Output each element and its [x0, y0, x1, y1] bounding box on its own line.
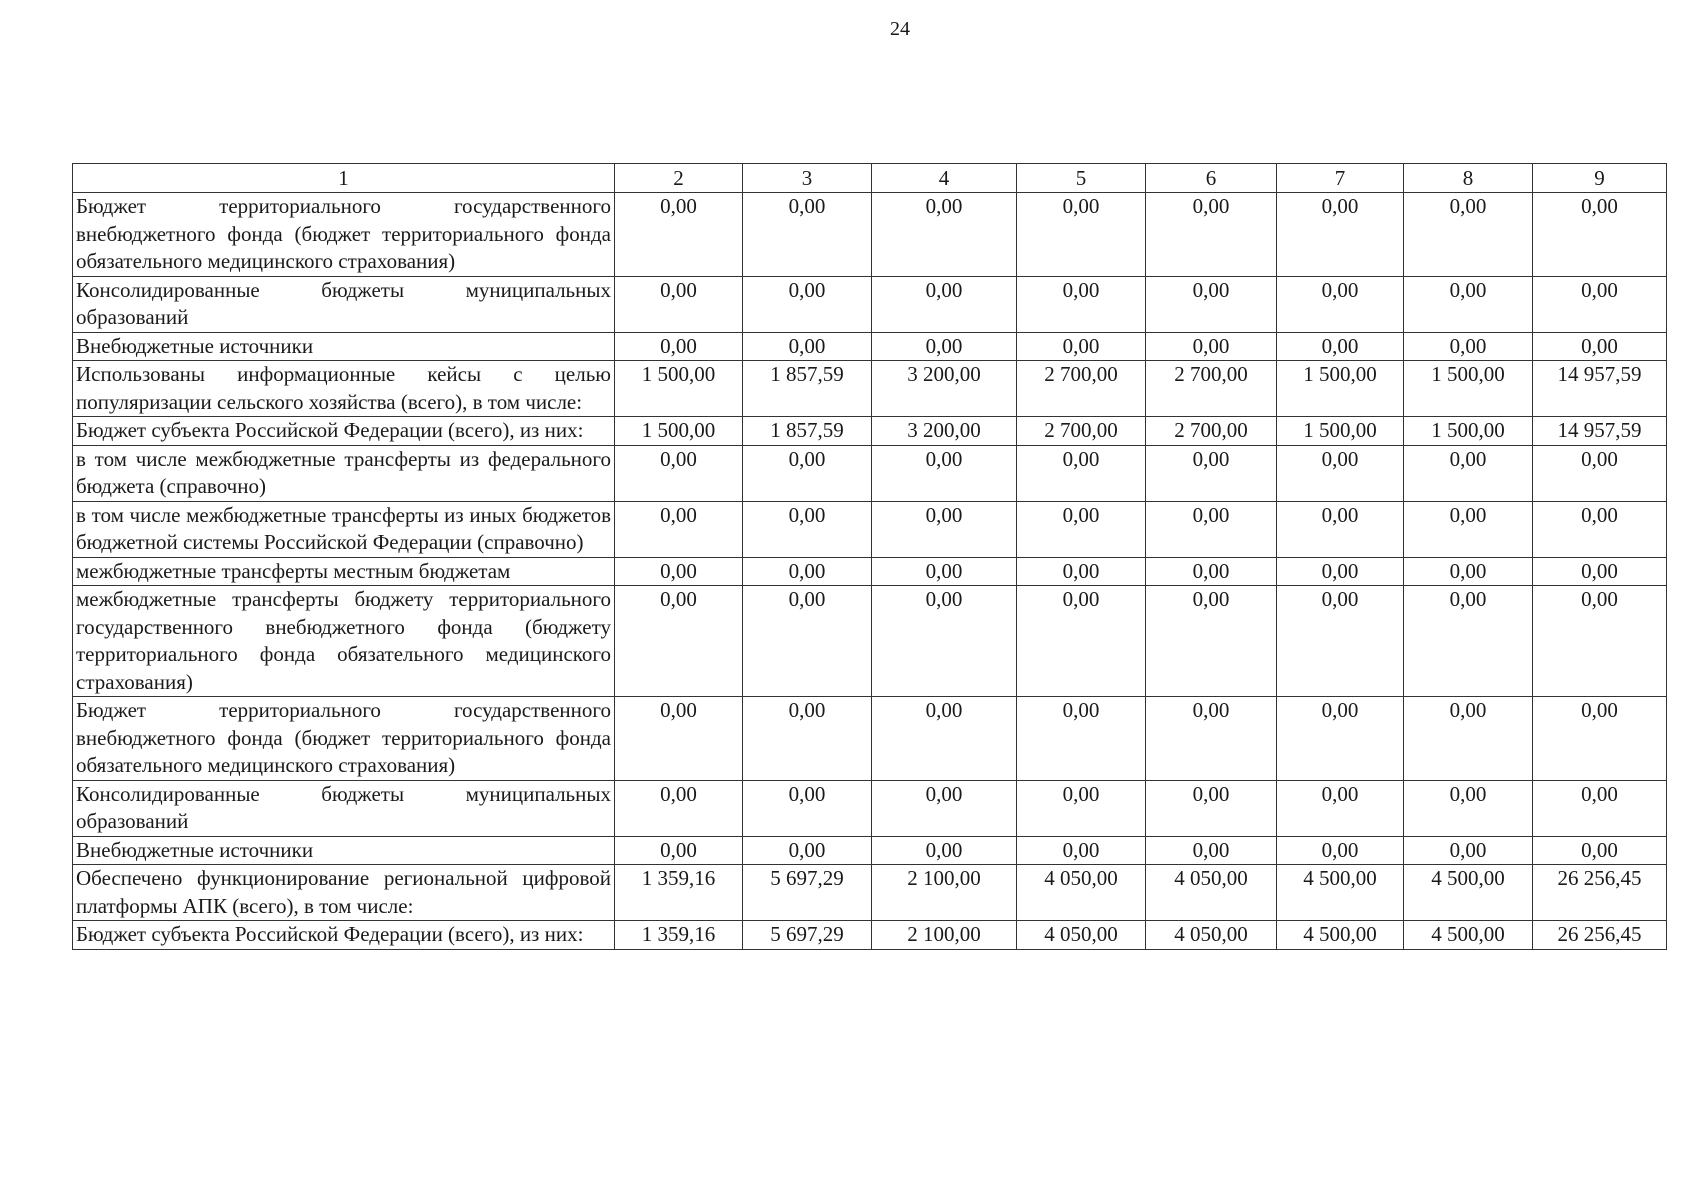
- value-cell: 0,00: [743, 332, 872, 361]
- value-cell: 0,00: [1404, 501, 1533, 557]
- value-cell: 1 359,16: [615, 865, 743, 921]
- value-cell: 0,00: [1017, 193, 1146, 277]
- value-cell: 0,00: [1017, 332, 1146, 361]
- value-cell: 0,00: [1146, 586, 1277, 697]
- value-cell: 0,00: [872, 445, 1017, 501]
- table-row: [73, 780, 1667, 836]
- value-cell: 0,00: [1277, 697, 1404, 781]
- value-cell: 2 700,00: [1017, 417, 1146, 446]
- value-cell: 0,00: [872, 193, 1017, 277]
- value-cell: 0,00: [1404, 697, 1533, 781]
- value-cell: 0,00: [743, 557, 872, 586]
- column-header: 7: [1277, 164, 1404, 193]
- row-label: Бюджет территориального государственного внебюджетного фонда (бюджет территориального фонда обязательного медицинского страхования): [73, 193, 615, 277]
- value-cell: 0,00: [1533, 697, 1667, 781]
- value-cell: 0,00: [615, 193, 743, 277]
- value-cell: 4 050,00: [1146, 921, 1277, 950]
- value-cell: 2 100,00: [872, 865, 1017, 921]
- value-cell: 0,00: [1146, 836, 1277, 865]
- value-cell: 0,00: [1146, 501, 1277, 557]
- value-cell: 0,00: [1277, 836, 1404, 865]
- value-cell: 0,00: [1404, 780, 1533, 836]
- value-cell: 0,00: [1404, 445, 1533, 501]
- value-cell: 0,00: [1277, 445, 1404, 501]
- value-cell: 0,00: [615, 501, 743, 557]
- value-cell: 0,00: [1277, 586, 1404, 697]
- value-cell: 0,00: [615, 586, 743, 697]
- value-cell: 0,00: [615, 445, 743, 501]
- value-cell: 0,00: [1277, 332, 1404, 361]
- value-cell: 0,00: [1017, 836, 1146, 865]
- value-cell: 0,00: [743, 193, 872, 277]
- value-cell: 0,00: [1533, 193, 1667, 277]
- value-cell: 1 500,00: [1277, 417, 1404, 446]
- value-cell: 0,00: [743, 780, 872, 836]
- value-cell: 26 256,45: [1533, 921, 1667, 950]
- value-cell: 1 500,00: [1404, 417, 1533, 446]
- value-cell: 0,00: [872, 586, 1017, 697]
- value-cell: 0,00: [872, 332, 1017, 361]
- value-cell: 0,00: [1404, 557, 1533, 586]
- table-row: [73, 921, 1667, 950]
- table-header-row: [73, 164, 1667, 193]
- value-cell: 2 700,00: [1146, 417, 1277, 446]
- value-cell: 2 100,00: [872, 921, 1017, 950]
- value-cell: 1 500,00: [1277, 361, 1404, 417]
- value-cell: 26 256,45: [1533, 865, 1667, 921]
- row-label: Внебюджетные источники: [73, 332, 615, 361]
- row-label: в том числе межбюджетные трансферты из иных бюджетов бюджетной системы Российской Федерации (справочно): [73, 501, 615, 557]
- row-label: межбюджетные трансферты местным бюджетам: [73, 557, 615, 586]
- value-cell: 0,00: [615, 697, 743, 781]
- value-cell: 3 200,00: [872, 417, 1017, 446]
- value-cell: 0,00: [1533, 332, 1667, 361]
- value-cell: 0,00: [1146, 780, 1277, 836]
- table-row: [73, 445, 1667, 501]
- column-header: 6: [1146, 164, 1277, 193]
- value-cell: 0,00: [1017, 697, 1146, 781]
- value-cell: 0,00: [1277, 557, 1404, 586]
- column-header: 5: [1017, 164, 1146, 193]
- value-cell: 4 500,00: [1404, 921, 1533, 950]
- value-cell: 0,00: [1017, 501, 1146, 557]
- value-cell: 0,00: [1533, 445, 1667, 501]
- table-row: [73, 557, 1667, 586]
- value-cell: 0,00: [1277, 276, 1404, 332]
- value-cell: 1 359,16: [615, 921, 743, 950]
- row-label: Бюджет субъекта Российской Федерации (всего), из них:: [73, 921, 615, 950]
- value-cell: 0,00: [743, 586, 872, 697]
- table-row: [73, 865, 1667, 921]
- value-cell: 14 957,59: [1533, 417, 1667, 446]
- value-cell: 4 500,00: [1277, 921, 1404, 950]
- value-cell: 0,00: [743, 445, 872, 501]
- table-body: [73, 193, 1667, 950]
- row-label: Бюджет территориального государственного внебюджетного фонда (бюджет территориального фонда обязательного медицинского страхования): [73, 697, 615, 781]
- value-cell: 0,00: [615, 836, 743, 865]
- value-cell: 0,00: [872, 557, 1017, 586]
- table-row: [73, 276, 1667, 332]
- value-cell: 0,00: [872, 780, 1017, 836]
- column-header: 9: [1533, 164, 1667, 193]
- value-cell: 0,00: [615, 780, 743, 836]
- value-cell: 0,00: [1017, 276, 1146, 332]
- value-cell: 1 500,00: [615, 361, 743, 417]
- table-row: [73, 361, 1667, 417]
- value-cell: 0,00: [743, 276, 872, 332]
- table-row: [73, 836, 1667, 865]
- value-cell: 0,00: [1533, 501, 1667, 557]
- value-cell: 0,00: [1533, 586, 1667, 697]
- value-cell: 0,00: [1533, 836, 1667, 865]
- value-cell: 0,00: [743, 836, 872, 865]
- value-cell: 0,00: [872, 697, 1017, 781]
- value-cell: 0,00: [872, 836, 1017, 865]
- value-cell: 0,00: [1404, 276, 1533, 332]
- table-row: [73, 586, 1667, 697]
- row-label: Использованы информационные кейсы с целью популяризации сельского хозяйства (всего), в том числе:: [73, 361, 615, 417]
- value-cell: 0,00: [1146, 557, 1277, 586]
- column-header: 4: [872, 164, 1017, 193]
- value-cell: 0,00: [1277, 780, 1404, 836]
- value-cell: 0,00: [615, 332, 743, 361]
- row-label: Консолидированные бюджеты муниципальных образований: [73, 780, 615, 836]
- value-cell: 0,00: [1146, 193, 1277, 277]
- value-cell: 5 697,29: [743, 921, 872, 950]
- value-cell: 0,00: [1146, 276, 1277, 332]
- column-header: 1: [73, 164, 615, 193]
- table-row: [73, 501, 1667, 557]
- row-label: межбюджетные трансферты бюджету территориального государственного внебюджетного фонда (бюджету территориального фонда обязательного медицинского страхования): [73, 586, 615, 697]
- row-label: в том числе межбюджетные трансферты из федерального бюджета (справочно): [73, 445, 615, 501]
- value-cell: 4 050,00: [1017, 921, 1146, 950]
- value-cell: 0,00: [1404, 836, 1533, 865]
- value-cell: 1 500,00: [615, 417, 743, 446]
- column-header: 2: [615, 164, 743, 193]
- row-label: Консолидированные бюджеты муниципальных образований: [73, 276, 615, 332]
- budget-table: [72, 163, 1667, 950]
- value-cell: 1 500,00: [1404, 361, 1533, 417]
- value-cell: 2 700,00: [1146, 361, 1277, 417]
- value-cell: 0,00: [1146, 697, 1277, 781]
- value-cell: 0,00: [1277, 501, 1404, 557]
- column-header: 8: [1404, 164, 1533, 193]
- table-row: [73, 332, 1667, 361]
- value-cell: 0,00: [1404, 586, 1533, 697]
- value-cell: 0,00: [743, 501, 872, 557]
- page-number: 24: [890, 18, 910, 40]
- value-cell: 14 957,59: [1533, 361, 1667, 417]
- value-cell: 0,00: [1533, 276, 1667, 332]
- value-cell: 0,00: [615, 557, 743, 586]
- value-cell: 2 700,00: [1017, 361, 1146, 417]
- row-label: Обеспечено функционирование региональной цифровой платформы АПК (всего), в том числе:: [73, 865, 615, 921]
- value-cell: 3 200,00: [872, 361, 1017, 417]
- value-cell: 1 857,59: [743, 361, 872, 417]
- value-cell: 0,00: [1277, 193, 1404, 277]
- value-cell: 0,00: [1017, 780, 1146, 836]
- value-cell: 0,00: [1146, 332, 1277, 361]
- column-header: 3: [743, 164, 872, 193]
- value-cell: 0,00: [872, 501, 1017, 557]
- row-label: Внебюджетные источники: [73, 836, 615, 865]
- value-cell: 0,00: [743, 697, 872, 781]
- table-row: [73, 193, 1667, 277]
- value-cell: 0,00: [1017, 586, 1146, 697]
- value-cell: 4 500,00: [1404, 865, 1533, 921]
- table-row: [73, 417, 1667, 446]
- value-cell: 0,00: [1017, 445, 1146, 501]
- value-cell: 5 697,29: [743, 865, 872, 921]
- value-cell: 1 857,59: [743, 417, 872, 446]
- value-cell: 0,00: [1533, 557, 1667, 586]
- value-cell: 0,00: [1017, 557, 1146, 586]
- value-cell: 0,00: [1533, 780, 1667, 836]
- value-cell: 0,00: [615, 276, 743, 332]
- value-cell: 0,00: [872, 276, 1017, 332]
- value-cell: 4 500,00: [1277, 865, 1404, 921]
- value-cell: 4 050,00: [1146, 865, 1277, 921]
- value-cell: 0,00: [1146, 445, 1277, 501]
- value-cell: 0,00: [1404, 193, 1533, 277]
- row-label: Бюджет субъекта Российской Федерации (всего), из них:: [73, 417, 615, 446]
- value-cell: 4 050,00: [1017, 865, 1146, 921]
- value-cell: 0,00: [1404, 332, 1533, 361]
- table-row: [73, 697, 1667, 781]
